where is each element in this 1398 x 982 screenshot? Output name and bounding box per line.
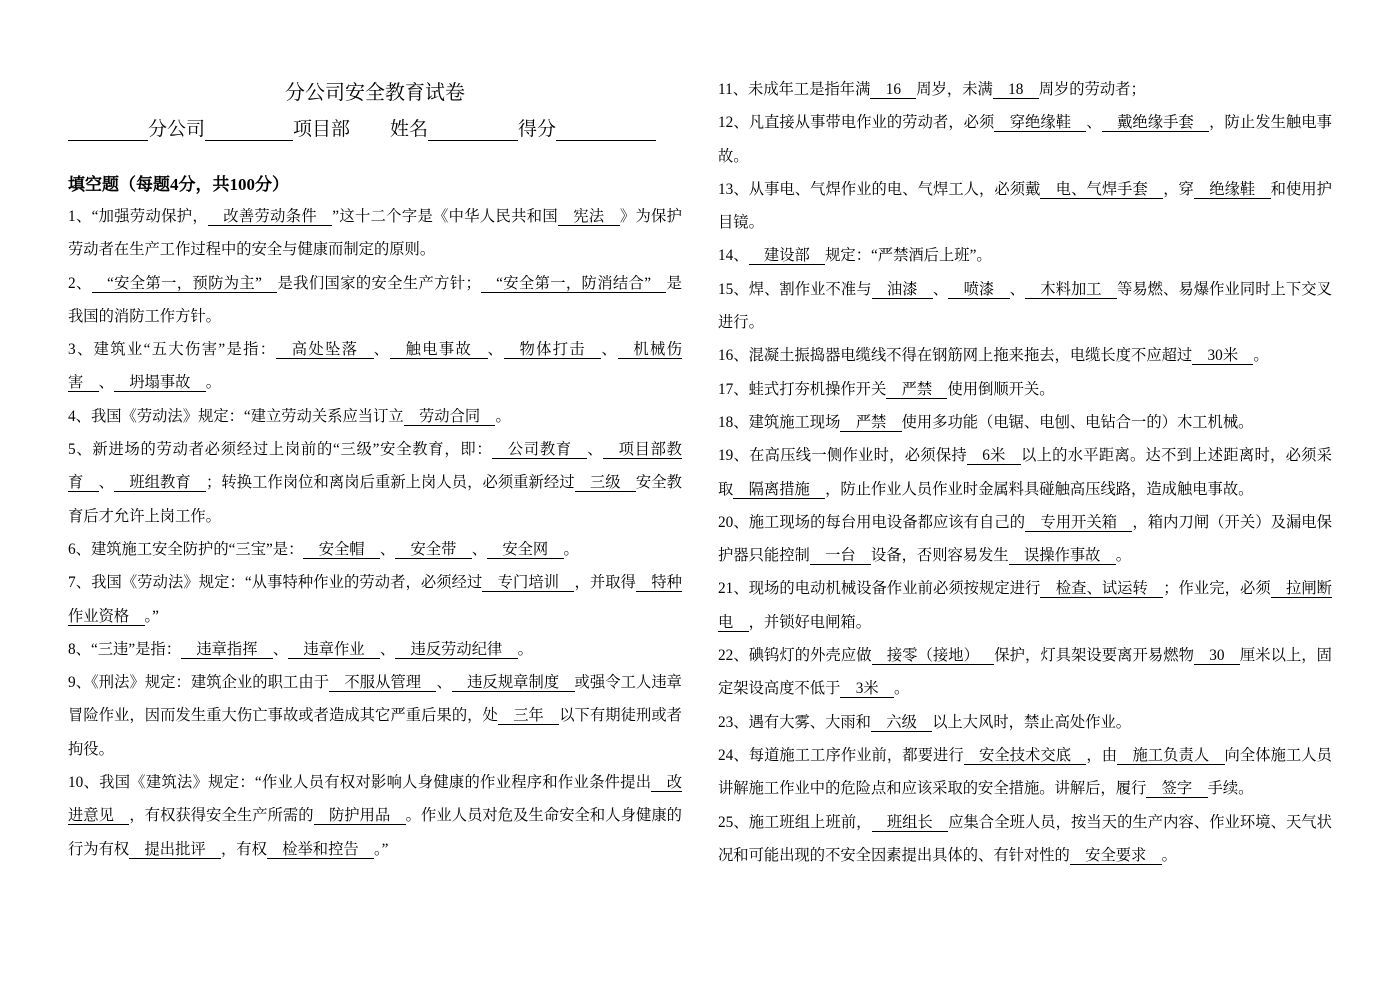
- answer-blank: “安全第一，预防为主”: [92, 275, 278, 293]
- question-text: 25、施工班组上班前，: [718, 813, 872, 831]
- question: [718, 572, 1332, 639]
- question-text: 设备，否则容易发生: [871, 547, 1009, 565]
- answer-blank: 触电事故: [390, 341, 487, 359]
- question-text: 、: [587, 441, 604, 459]
- answer-blank: 16: [870, 81, 916, 99]
- answer-blank: 公司教育: [492, 441, 587, 459]
- answer-blank: 专门培训: [482, 574, 574, 592]
- question-text: 。”: [374, 840, 389, 858]
- answer-blank: 坍塌事故: [114, 374, 206, 392]
- question-text: 17、蛙式打夯机操作开关: [718, 380, 887, 398]
- question-text: 8、“三违”是指：: [68, 640, 182, 658]
- question-text: 是我国的消防工作方针。: [68, 274, 682, 325]
- question-text: 10、我国《建筑法》规定：“作业人员有权对影响人身健康的作业程序和作业条件提出: [68, 774, 652, 792]
- question-text: 6、建筑施工安全防护的“三宝”是：: [68, 540, 304, 558]
- question: [718, 173, 1332, 240]
- exam-title: 分公司安全教育试卷: [285, 82, 465, 104]
- answer-blank: 防护用品: [314, 807, 406, 825]
- question-text: 18、建筑施工现场: [718, 413, 841, 431]
- question-text: ；作业完，必须: [1163, 580, 1271, 598]
- question-text: 周岁，未满: [916, 81, 993, 98]
- question-text: 安全教育后才允许上岗工作。: [68, 474, 682, 525]
- question-text: 14、: [718, 247, 749, 265]
- question: [68, 766, 682, 866]
- project-blank[interactable]: [205, 120, 293, 141]
- question-text: 使用倒顺开关。: [947, 380, 1055, 398]
- answer-blank: 安全带: [395, 541, 472, 559]
- answer-blank: 劳动合同: [404, 408, 496, 426]
- question: [718, 373, 1332, 406]
- question-text: 、: [436, 674, 452, 692]
- question-text: 21、现场的电动机械设备作业前必须按规定进行: [718, 580, 1041, 598]
- question-text: 以下有期徒刑或者拘役。: [68, 707, 682, 758]
- answer-blank: 严禁: [840, 414, 901, 432]
- question-text: 5、新进场的劳动者必须经过上岗前的“三级”安全教育，即：: [68, 441, 493, 459]
- exam-info-line: [68, 114, 656, 141]
- answer-blank: 改进意见: [68, 774, 682, 825]
- question: [718, 273, 1332, 340]
- question-text: 、: [932, 280, 949, 298]
- answer-blank: 安全网: [487, 541, 564, 559]
- answer-blank: 宪法: [558, 208, 620, 226]
- question-text: ，有权获得安全生产所需的: [129, 807, 314, 825]
- question-text: 13、从事电、气焊作业的电、气焊工人，必须戴: [718, 180, 1041, 198]
- questions-right-column: [718, 73, 1332, 872]
- question-text: ，有权: [221, 840, 267, 858]
- question: [718, 239, 1332, 272]
- question-text: 4、我国《劳动法》规定：“建立劳动关系应当订立: [68, 407, 404, 425]
- question: [718, 639, 1332, 706]
- answer-blank: 班组长: [872, 814, 949, 832]
- answer-blank: 戴绝缘手套: [1102, 114, 1209, 132]
- question-text: 、: [601, 341, 619, 359]
- question: [718, 739, 1332, 806]
- question: [718, 806, 1332, 873]
- answer-blank: 穿绝缘鞋: [994, 114, 1086, 132]
- question-text: ；转换工作岗位和离岗后重新上岗人员，必须重新经过: [206, 474, 575, 492]
- question-text: ，由: [1086, 746, 1118, 764]
- question-text: 、: [487, 341, 505, 359]
- question-text: 。: [1253, 347, 1269, 365]
- question-text: ，防止发生触电事故。: [718, 114, 1332, 165]
- question-text: ，箱内刀闸（开关）及漏电保护器只能控制: [718, 513, 1332, 565]
- question-text: 。: [517, 640, 533, 658]
- question-text: ，并锁好电闸箱。: [748, 613, 871, 631]
- question-text: 应集合全班人员，按当天的生产内容、作业环境、天气状况和可能出现的不安全因素提出具体的、有针对性的: [718, 813, 1332, 864]
- question-text: 1、“加强劳动保护，: [68, 208, 208, 225]
- answer-blank: 误操作事故: [1009, 547, 1116, 565]
- question-text: 和使用护目镜。: [718, 180, 1332, 232]
- answer-blank: 30: [1194, 647, 1240, 665]
- question: [718, 706, 1332, 739]
- question-text: 20、施工现场的每台用电设备都应该有自己的: [718, 513, 1026, 531]
- answer-blank: 30米: [1192, 347, 1253, 365]
- question: [718, 106, 1332, 173]
- question-text: 以上大风时，禁止高处作业。: [932, 713, 1132, 731]
- question-text: 2、: [68, 274, 92, 292]
- question-text: 。: [893, 680, 910, 698]
- question-text: 24、每道施工工序作业前，都要进行: [718, 746, 964, 764]
- question-text: 3、建筑业“五大伤害”是指：: [68, 341, 277, 359]
- answer-blank: 安全帽: [303, 541, 380, 559]
- answer-blank: 签字: [1146, 780, 1207, 798]
- answer-blank: 物体打击: [504, 341, 601, 359]
- question-text: ，穿: [1163, 180, 1194, 198]
- answer-blank: 建设部: [749, 247, 826, 265]
- question-text: 、: [272, 640, 289, 658]
- answer-blank: 木料加工: [1025, 281, 1117, 299]
- answer-blank: “安全第一，防消结合”: [481, 275, 667, 293]
- question: [718, 439, 1332, 506]
- question: [718, 406, 1332, 439]
- question-text: 、: [1009, 280, 1025, 298]
- answer-blank: 项目部教育: [68, 441, 682, 492]
- question-text: 、: [1086, 114, 1102, 132]
- project-label: 项目部: [293, 119, 351, 140]
- answer-blank: 高处坠落: [276, 341, 373, 359]
- answer-blank: 6米: [967, 447, 1021, 465]
- question-text: 》为保护劳动者在生产工作过程中的安全与健康而制定的原则。: [68, 208, 682, 259]
- answer-blank: 隔离措施: [733, 481, 825, 499]
- question-text: 19、在高压线一侧作业时，必须保持: [718, 447, 967, 465]
- answer-blank: 3米: [840, 680, 894, 698]
- answer-blank: 提出批评: [129, 841, 221, 859]
- answer-blank: 专用开关箱: [1025, 514, 1132, 532]
- question-text: 12、凡直接从事带电作业的劳动者，必须: [718, 114, 995, 132]
- answer-blank: 检举和控告: [267, 841, 374, 859]
- answer-blank: 特种作业资格: [68, 574, 682, 625]
- score-label: 得分: [518, 119, 557, 140]
- question-text: 、: [373, 341, 391, 359]
- answer-blank: 施工负责人: [1117, 747, 1224, 765]
- question-text: 。: [205, 374, 222, 392]
- question: [68, 267, 682, 334]
- answer-blank: 接零（接地）: [872, 647, 995, 665]
- answer-blank: 安全技术交底: [964, 747, 1087, 765]
- question-text: 是我们国家的安全生产方针；: [277, 274, 481, 292]
- question: [68, 433, 682, 533]
- answer-blank: 油漆: [872, 281, 933, 299]
- answer-blank: 18: [993, 81, 1039, 99]
- name-blank[interactable]: [428, 120, 518, 141]
- name-label: 姓名: [390, 119, 429, 140]
- answer-blank: 班组教育: [114, 474, 206, 492]
- question-text: 等易燃、易爆作业同时上下交叉进行。: [718, 280, 1332, 332]
- question-text: 向全体施工人员讲解施工作业中的危险点和应该采取的安全措施。讲解后，履行: [718, 746, 1332, 798]
- question-text: 手续。: [1207, 780, 1254, 798]
- question: [718, 506, 1332, 573]
- question: [718, 73, 1332, 106]
- answer-blank: 安全要求: [1070, 847, 1162, 865]
- answer-blank: 不服从管理: [329, 674, 436, 692]
- answer-blank: 电、气焊手套: [1040, 181, 1163, 199]
- question-text: 16、混凝土振捣器电缆线不得在钢筋网上拖来拖去，电缆长度不应超过: [718, 347, 1193, 365]
- answer-blank: 喷漆: [948, 281, 1009, 299]
- question-text: 11、未成年工是指年满: [718, 81, 871, 98]
- answer-blank: 违章指挥: [181, 641, 273, 659]
- question-text: ”这十二个字是《中华人民共和国: [332, 208, 558, 225]
- score-blank[interactable]: [556, 120, 656, 141]
- answer-blank: 六级: [871, 714, 932, 732]
- question-text: 或强令工人违章冒险作业，因而发生重大伤亡事故或者造成其它严重后果的，处: [68, 674, 682, 725]
- question-text: 以上的水平距离。达不到上述距离时，必须采取: [718, 447, 1332, 498]
- question: [68, 666, 682, 766]
- question-text: 规定：“严禁酒后上班”。: [825, 247, 992, 265]
- answer-blank: 三年: [498, 707, 559, 725]
- question: [68, 333, 682, 400]
- question-text: ，防止作业人员作业时金属料具碰触高压线路，造成触电事故。: [825, 480, 1254, 498]
- answer-blank: 违反规章制度: [452, 674, 575, 692]
- answer-blank: 检查、试运转: [1040, 580, 1163, 598]
- question-text: 。”: [144, 607, 159, 625]
- answer-blank: 三级: [575, 474, 636, 492]
- question-text: 保护，灯具架设要离开易燃物: [994, 647, 1194, 665]
- question: [68, 400, 682, 433]
- question-text: 。: [563, 540, 579, 558]
- answer-blank: 拉闸断电: [718, 580, 1332, 631]
- answer-blank: 机械伤害: [68, 341, 682, 392]
- answer-blank: 绝缘鞋: [1194, 181, 1271, 199]
- answer-blank: 违反劳动纪律: [395, 641, 517, 659]
- company-label: 分公司: [148, 119, 206, 140]
- question-text: 、: [98, 474, 115, 492]
- question-text: 。: [495, 407, 511, 425]
- question-text: 使用多功能（电锯、电刨、电钻合一的）木工机械。: [901, 413, 1254, 431]
- questions-left-column: [68, 200, 682, 866]
- question-text: 9、《刑法》规定：建筑企业的职工由于: [68, 674, 330, 692]
- answer-blank: 违章作业: [288, 641, 380, 659]
- question-text: 7、我国《劳动法》规定：“从事特种作业的劳动者，必须经过: [68, 574, 483, 592]
- answer-blank: 一台: [810, 547, 871, 565]
- question-text: 22、碘钨灯的外壳应做: [718, 647, 872, 665]
- question-text: 、: [471, 540, 488, 558]
- question-text: 、: [98, 374, 114, 392]
- question: [68, 566, 682, 633]
- question-text: 。作业人员对危及生命安全和人身健康的行为有权: [68, 807, 682, 858]
- company-blank[interactable]: [68, 120, 148, 141]
- question-text: ，并取得: [574, 574, 636, 592]
- question-text: 周岁的劳动者；: [1038, 81, 1146, 98]
- question-text: 15、焊、割作业不准与: [718, 280, 872, 298]
- section-heading: 填空题（每题4分，共100分）: [68, 175, 289, 194]
- question: [68, 533, 682, 566]
- question-text: 、: [379, 640, 396, 658]
- question: [718, 339, 1332, 372]
- question-text: 、: [379, 540, 396, 558]
- question-text: 23、遇有大雾、大雨和: [718, 713, 871, 731]
- question-text: 厘米以上，固定架设高度不低于: [718, 647, 1332, 698]
- answer-blank: 严禁: [886, 381, 947, 399]
- question: [68, 200, 682, 267]
- answer-blank: 改善劳动条件: [208, 208, 332, 226]
- question-text: 。: [1115, 547, 1132, 565]
- question: [68, 633, 682, 666]
- question-text: 。: [1161, 846, 1177, 864]
